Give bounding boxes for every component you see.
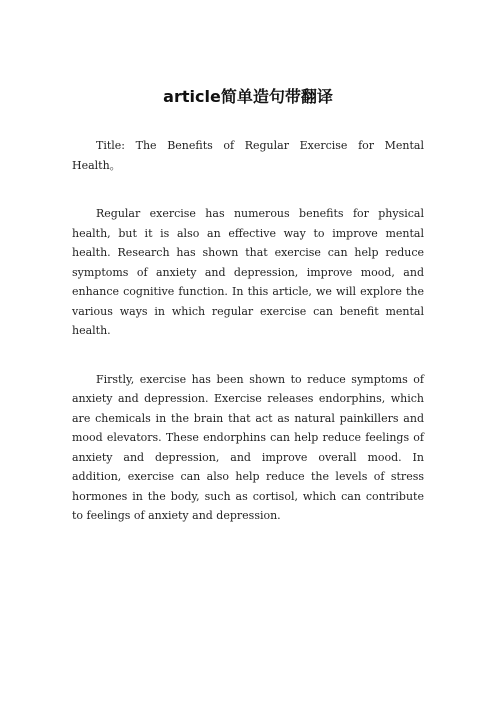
- document-title: article简单造句带翻译: [163, 87, 333, 106]
- intro-paragraph: Regular exercise has numerous benefits for physical health, but it is also an effective way to improve mental health. Research has shown that exercise can help reduce symptoms of anxiety and depression, improve mood, and enhance cognitive function. In this article, we will explore the various ways in which regular exercise can benefit mental health.: [72, 207, 424, 337]
- article-title-line: Title: The Benefits of Regular Exercise for Mental Health。: [72, 139, 424, 172]
- body-paragraph: Firstly, exercise has been shown to reduce symptoms of anxiety and depression. Exercise releases endorphins, which are chemicals in the brain that act as natural painkillers and mood elevators. These endorphins can help reduce feelings of anxiety and depression, and improve overall mood. In addition, exercise can also help reduce the levels of stress hormones in the body, such as cortisol, which can contribute to feelings of anxiety and depression.: [72, 372, 424, 522]
- document-body: [72, 136, 424, 526]
